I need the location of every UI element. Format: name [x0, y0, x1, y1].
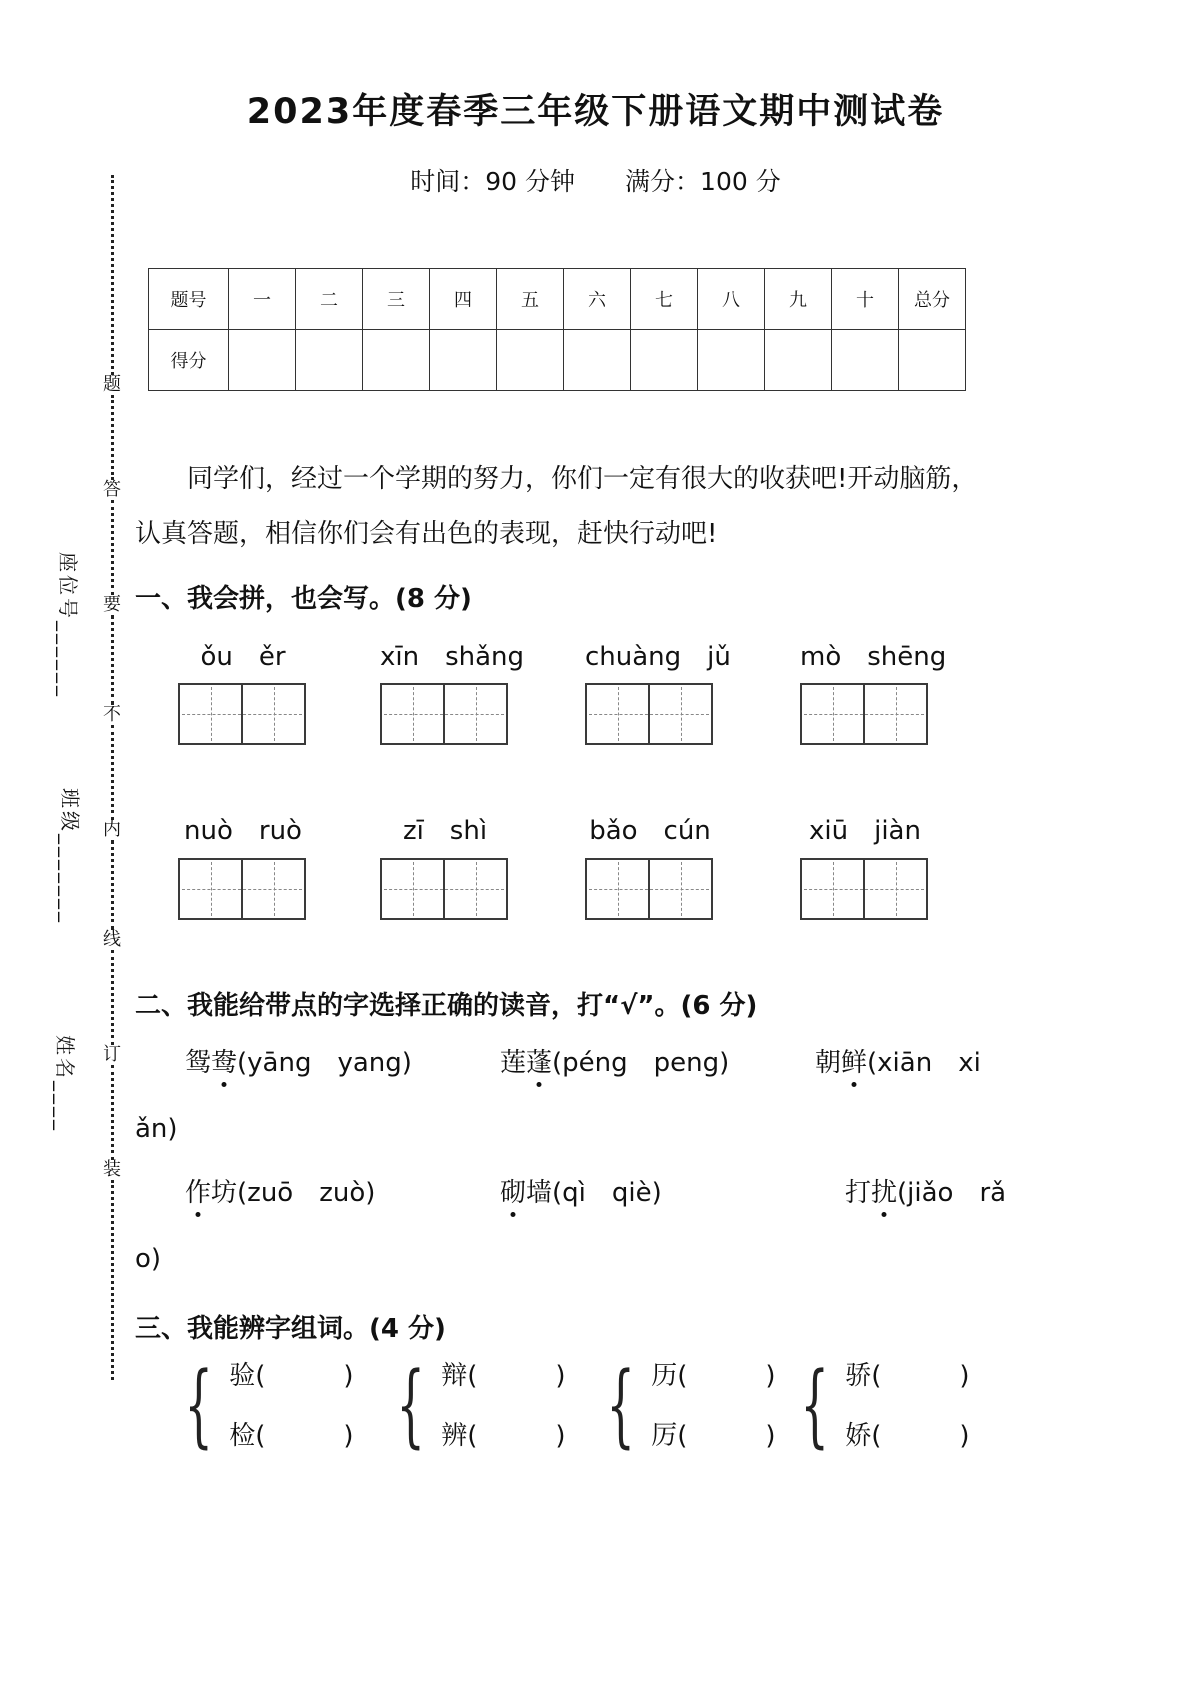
writing-grid	[800, 683, 928, 745]
grid-cell	[802, 860, 863, 918]
score-cell-empty	[631, 330, 698, 391]
intro-line-2: 认真答题，相信你们会有出色的表现，赶快行动吧!	[135, 519, 718, 549]
dotted-char: 砌	[500, 1172, 526, 1209]
dotted-char: 蓬	[526, 1042, 552, 1079]
dotted-char: 鲜	[841, 1042, 867, 1079]
binding-char: 要	[103, 594, 121, 615]
word-char: 墙	[526, 1178, 553, 1208]
reading-choice-item	[815, 1042, 981, 1079]
grid-cell	[241, 685, 304, 743]
writing-grid	[380, 858, 508, 920]
section3-heading: 三、我能辨字组词。(4 分)	[135, 1314, 446, 1344]
brace-glyph: {	[396, 1353, 425, 1458]
pinyin-choices: (zuō zuò)	[237, 1178, 376, 1208]
grid-cell	[180, 860, 241, 918]
intro-paragraph	[135, 452, 1020, 562]
pinyin-label: nuò ruò	[184, 816, 302, 846]
score-table	[148, 268, 966, 391]
word-pair-group	[592, 1353, 776, 1458]
word-char: 坊	[211, 1178, 238, 1208]
binding-char: 答	[103, 479, 121, 500]
score-table-column-label: 总分	[899, 269, 966, 330]
pinyin-row	[0, 636, 1191, 670]
score-table-column-label: 六	[564, 269, 631, 330]
word-pair-lines	[845, 1360, 969, 1452]
word-pair-top: 验( )	[229, 1361, 354, 1391]
dotted-segment	[111, 615, 114, 705]
dotted-char: 鸯	[211, 1042, 237, 1079]
score-cell-empty	[296, 330, 363, 391]
class-label: 班级_______	[58, 788, 82, 925]
word-char: 鸳	[185, 1048, 212, 1078]
grid-cell	[648, 685, 711, 743]
dotted-segment	[111, 1065, 114, 1160]
dotted-char: 扰	[871, 1172, 897, 1209]
word-pair-bottom: 检( )	[229, 1421, 354, 1451]
score-cell-empty	[430, 330, 497, 391]
reading-choice-item	[500, 1042, 729, 1079]
dotted-segment	[111, 500, 114, 595]
grid-cell	[648, 860, 711, 918]
score-table-column-label: 三	[363, 269, 430, 330]
score-table-column-label: 四	[430, 269, 497, 330]
brace-glyph: {	[184, 1353, 213, 1458]
pinyin-label: zī shì	[402, 816, 488, 846]
word-pair-bottom: 厉( )	[651, 1421, 776, 1451]
reading-choice-overflow: o)	[135, 1244, 162, 1274]
name-label: 姓名____	[53, 1035, 77, 1133]
score-table-score-label: 得分	[149, 330, 229, 391]
brace-glyph: {	[800, 1353, 829, 1458]
grid-cell	[863, 685, 926, 743]
writing-grid	[178, 683, 306, 745]
pinyin-label: mò shēng	[800, 642, 947, 672]
dotted-segment	[111, 840, 114, 930]
page-title: 2023年度春季三年级下册语文期中测试卷	[246, 92, 945, 132]
dotted-segment	[111, 725, 114, 820]
word-char: 朝	[815, 1048, 842, 1078]
grid-cell	[382, 860, 443, 918]
score-cell-empty	[899, 330, 966, 391]
writing-grid	[585, 683, 713, 745]
section1-heading: 一、我会拼，也会写。(8 分)	[135, 584, 472, 614]
score-cell-empty	[765, 330, 832, 391]
dotted-char: 作	[185, 1172, 211, 1209]
pinyin-label: ǒu ěr	[200, 642, 286, 672]
word-pair-lines	[651, 1360, 775, 1452]
score-table-column-label: 二	[296, 269, 363, 330]
reading-choice-item	[845, 1172, 1006, 1209]
word-char: 打	[845, 1178, 872, 1208]
time-score-subtitle: 时间：90 分钟 满分：100 分	[410, 167, 781, 196]
pinyin-label: xīn shǎng	[380, 642, 525, 672]
seat-number-label: 座位号______	[56, 552, 80, 699]
score-cell-empty	[832, 330, 899, 391]
score-table-column-label: 一	[229, 269, 296, 330]
word-pair-top: 历( )	[651, 1361, 776, 1391]
score-cell-empty	[698, 330, 765, 391]
score-table-column-label: 九	[765, 269, 832, 330]
reading-choice-line	[0, 1042, 1191, 1082]
word-pair-bottom: 娇( )	[845, 1421, 970, 1451]
word-pair-top: 骄( )	[845, 1361, 970, 1391]
word-char: 莲	[500, 1048, 527, 1078]
binding-char: 题	[103, 374, 121, 395]
grid-cell	[802, 685, 863, 743]
binding-dotted-line	[101, 175, 123, 1380]
pinyin-choices: (jiǎo rǎ	[897, 1178, 1007, 1208]
reading-choice-item	[500, 1172, 662, 1209]
grid-cell	[443, 685, 506, 743]
score-table-header-label: 题号	[149, 269, 229, 330]
pinyin-choices: (yāng yang)	[237, 1048, 412, 1078]
word-pair-lines	[441, 1360, 565, 1452]
grid-cell	[382, 685, 443, 743]
score-table-column-label: 七	[631, 269, 698, 330]
pinyin-label: xiū jiàn	[809, 816, 921, 846]
pinyin-choices: (xiān xi	[867, 1048, 981, 1078]
grid-cell	[241, 860, 304, 918]
section2-heading: 二、我能给带点的字选择正确的读音，打“√”。(6 分)	[135, 991, 758, 1021]
pinyin-choices: (qì qiè)	[552, 1178, 662, 1208]
writing-grid	[380, 683, 508, 745]
grid-cell	[443, 860, 506, 918]
grid-cell	[863, 860, 926, 918]
binding-char: 装	[103, 1159, 121, 1180]
word-pair-bottom: 辨( )	[441, 1421, 566, 1451]
dotted-segment	[111, 395, 114, 480]
pinyin-choices: (péng peng)	[552, 1048, 730, 1078]
reading-choice-item	[185, 1042, 412, 1079]
brace-glyph: {	[606, 1353, 635, 1458]
reading-choice-item	[185, 1172, 375, 1209]
score-table-column-label: 八	[698, 269, 765, 330]
pinyin-label: bǎo cún	[589, 816, 711, 846]
reading-choice-overflow: ǎn)	[135, 1114, 178, 1144]
dotted-segment	[111, 175, 114, 375]
word-pair-group	[786, 1353, 970, 1458]
score-cell-empty	[363, 330, 430, 391]
writing-grid	[800, 858, 928, 920]
score-table-column-label: 五	[497, 269, 564, 330]
score-table-score-row	[149, 330, 966, 391]
binding-char: 订	[103, 1044, 121, 1065]
dotted-segment	[111, 950, 114, 1045]
binding-char: 内	[103, 819, 121, 840]
binding-char: 线	[103, 929, 121, 950]
grid-cell	[587, 685, 648, 743]
score-cell-empty	[497, 330, 564, 391]
writing-grid	[178, 858, 306, 920]
binding-char: 不	[103, 704, 121, 725]
word-pair-group	[382, 1353, 566, 1458]
dotted-segment	[111, 1180, 114, 1380]
pinyin-row	[0, 810, 1191, 844]
word-pair-top: 辩( )	[441, 1361, 566, 1391]
score-table-column-label: 十	[832, 269, 899, 330]
grid-cell	[180, 685, 241, 743]
pinyin-label: chuàng jǔ	[585, 642, 731, 672]
writing-grid-row	[0, 858, 1191, 922]
intro-line-1: 同学们，经过一个学期的努力，你们一定有很大的收获吧!开动脑筋，	[187, 464, 978, 494]
score-cell-empty	[229, 330, 296, 391]
score-cell-empty	[564, 330, 631, 391]
grid-cell	[587, 860, 648, 918]
score-table-header-row	[149, 269, 966, 330]
word-pair-lines	[229, 1360, 353, 1452]
writing-grid	[585, 858, 713, 920]
word-pair-group	[170, 1353, 354, 1458]
reading-choice-line	[0, 1172, 1191, 1212]
writing-grid-row	[0, 683, 1191, 747]
